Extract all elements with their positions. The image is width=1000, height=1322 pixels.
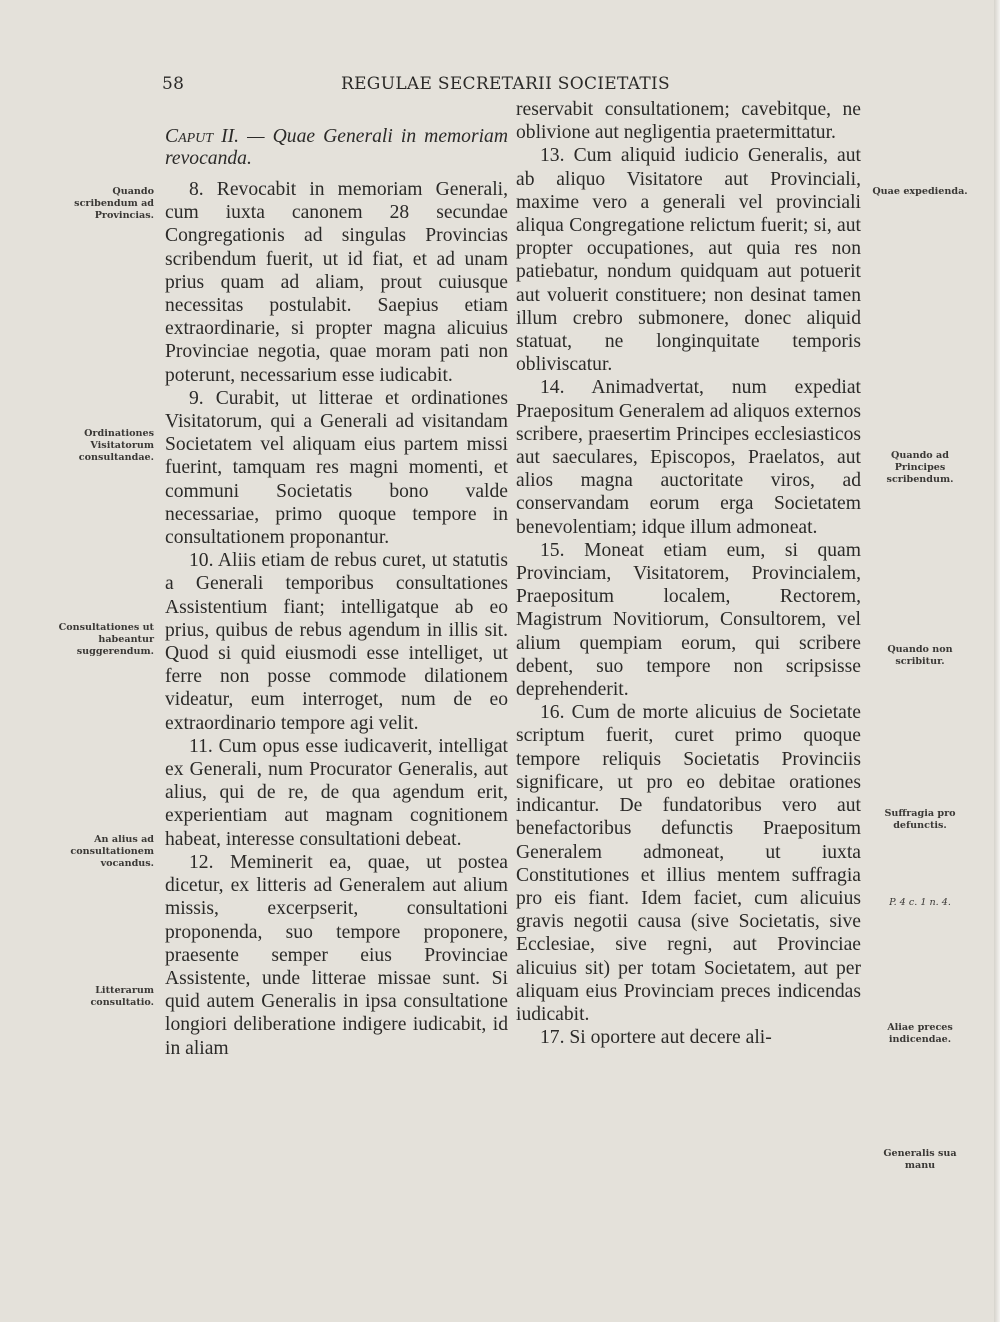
margin-note-right-3: Quando non scribitur.: [887, 644, 953, 668]
paragraph-12-continued: reservabit consultationem; cavebitque, ne oblivione aut negligentia praetermittatur.: [516, 99, 861, 144]
margin-note-right-4: Suffragia pro defunctis.: [884, 808, 956, 832]
caput-title: — Quae Generali in memoriam revocanda.: [165, 126, 508, 169]
margin-note-left-4: An alius ad consultationem vocandus.: [70, 834, 154, 870]
paragraph-16: 16. Cum de morte alicuius de Societate scriptum fuerit, curet primo quoque tempore reliquis Societatis Provinciis significare, ut pro eo debitae orationes indicantur. De fundatoribus vero aut benefactoribus defunctis Praepositum Generalem admoneat, ut iuxta Constitutiones et illius mentem suffragia pro eis fiant. Idem faciet, cum alicuius gravis negotii causa (sive Societatis, sive Ecclesiae, sive regni, aut Provinciae alicuius sit) per totam Societatem, aut per aliquam eius Provinciam preces indicendas iudicabit.: [516, 702, 861, 1025]
margin-note-left-5: Litterarum consultatio.: [90, 985, 154, 1009]
chapter-heading: [165, 126, 508, 170]
paragraph-17: 17. Si oportere aut decere ali-: [540, 1027, 772, 1049]
paragraph-12: 12. Meminerit ea, quae, ut postea dicetur, ex litteris ad Generalem aut alium missis, excerpserit, consultationi proponenda, suo tempore proponere, praesente semper eius Provinciae Assistente, unde litterae missae sunt. Si quid autem Generalis in ipsa consultatione longiori deliberatione indigere iudicabit, id in aliam: [165, 851, 508, 1059]
margin-note-right-1: Quae expedienda.: [872, 186, 968, 197]
page-number: 58: [162, 74, 185, 94]
paragraph-14: 14. Animadvertat, num expediat Praepositum Generalem ad aliquos externos scribere, praesertim Principes ecclesiasticos aut saeculares, Episcopos, Praelatos, aut alios magna auctoritate viros, ad conservandam eorum erga Societatem benevolentiam; idque illum admoneat.: [516, 377, 861, 538]
paragraph-9: 9. Curabit, ut litterae et ordinationes Visitatorum, qui a Generali ad visitandam Societatem vel aliquam eius partem missi fuerint, tamquam res magni momenti, et communi Societatis bono valde necessariae, primo quoque tempore in consultationem proponantur.: [165, 387, 508, 549]
paragraph-15: 15. Moneat etiam eum, si quam Provinciam, Visitatorem, Provincialem, Praepositum localem, Rectorem, Magistrum Novitiorum, Consultorem, vel alium quempiam eorum, qui scribere debent, suo tempore non scripsisse deprehenderit.: [516, 539, 861, 701]
margin-note-left-3: Consultationes ut habeantur suggerendum.: [58, 622, 154, 658]
running-title: REGULAE SECRETARII SOCIETATIS: [341, 74, 670, 94]
paragraph-10: 10. Aliis etiam de rebus curet, ut statutis a Generali temporibus consultationes Assistentium fiant; intelligatque ab eo prius, quibus de rebus agendum in illis sit. Quod si quid eiusmodi esse intelliget, ut ferre non posse commode dilationem videatur, eum interroget, num de eo extraordinario tempore agi velit.: [165, 550, 508, 734]
paragraph-11: 11. Cum opus esse iudicaverit, intelligat ex Generali, num Procurator Generalis, aut alius, qui de re, de qua agendum erit, experientiam aut magnam cognitionem habeat, interesse consultationi debeat.: [165, 735, 508, 850]
margin-note-right-7: Generalis sua manu: [883, 1148, 957, 1172]
caput-label: Caput II.: [165, 126, 240, 147]
margin-note-right-6: Aliae preces indicendae.: [887, 1022, 953, 1046]
paragraph-13: 13. Cum aliquid iudicio Generalis, aut ab aliquo Visitatore aut Provinciali, maxime vero a generali vel provinciali aliqua Congregatione relictum fuerit; si, aut propter occupationes, aut quia res non patiebatur, nondum quidquam aut potuerit aut voluerit constituere; non desinat tamen illum crebro submonere, donec aliquid statuat, ne longinquitate temporis obliviscatur.: [516, 145, 861, 376]
margin-note-right-5: P. 4 c. 1 n. 4.: [889, 897, 951, 908]
margin-note-left-2: Ordinationes Visitatorum consultandae.: [78, 428, 154, 464]
margin-note-left-1: Quando scribendum ad Provincias.: [74, 186, 154, 222]
left-column: [165, 98, 508, 1060]
margin-note-right-2: Quando ad Principes scribendum.: [886, 450, 954, 486]
running-header: [158, 74, 678, 100]
right-column: [516, 98, 861, 1049]
page-edge: [994, 0, 1000, 1322]
paragraph-8: 8. Revocabit in memoriam Generali, cum iuxta canonem 28 secundae Congregationis ad singulas Provincias scribendum fuerit, ut id fiat, et ad unam prius quam ad aliam, prout cuiusque necessitas postulabit. Saepius etiam extraordinarie, si propter magna alicuius Provinciae negotia, quae moram pati non poterunt, necessarium esse iudicabit.: [165, 179, 508, 386]
